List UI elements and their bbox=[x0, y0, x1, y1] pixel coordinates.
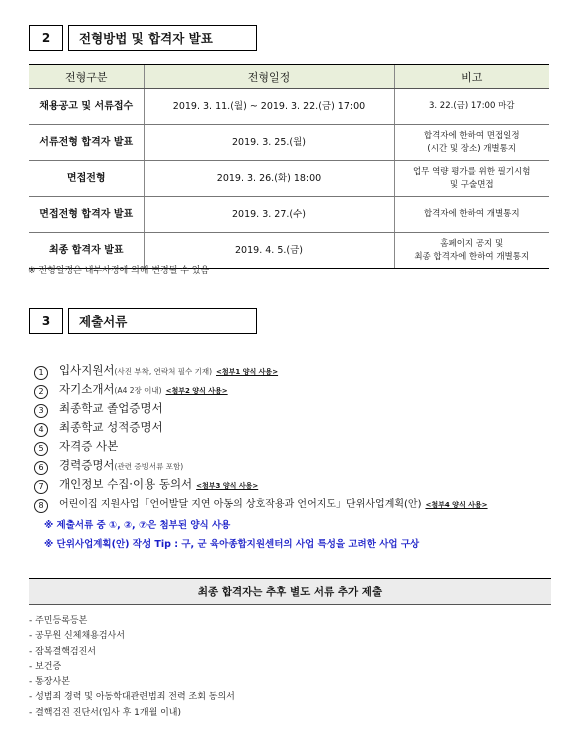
header-note: 비고 bbox=[394, 65, 549, 89]
date-cell: 2019. 3. 26.(화) 18:00 bbox=[144, 161, 394, 197]
doc-name: 개인정보 수집·이용 동의서 bbox=[59, 477, 193, 491]
section-title: 전형방법 및 합격자 발표 bbox=[68, 25, 257, 51]
date-cell: 2019. 4. 5.(금) bbox=[144, 233, 394, 269]
list-item: - 잠복결핵검진서 bbox=[29, 646, 96, 657]
section-2-header bbox=[29, 25, 257, 51]
note-cell bbox=[394, 233, 549, 269]
note-cell bbox=[394, 161, 549, 197]
doc-name: 입사지원서 bbox=[59, 363, 115, 377]
table-row bbox=[29, 89, 549, 125]
list-item bbox=[34, 457, 554, 476]
doc-name: 최종학교 졸업증명서 bbox=[59, 401, 163, 415]
date-cell: 2019. 3. 27.(수) bbox=[144, 197, 394, 233]
header-stage: 전형구분 bbox=[29, 65, 144, 89]
note-line: 합격자에 한하여 개별통지 bbox=[423, 209, 520, 219]
section-number: 2 bbox=[29, 25, 63, 51]
number-circle: 8 bbox=[34, 499, 48, 513]
section-title: 제출서류 bbox=[68, 308, 257, 334]
note-line: 홈페이지 공지 및 bbox=[440, 238, 504, 249]
list-item: - 결핵검진 진단서(입사 후 1개월 이내) bbox=[29, 707, 182, 718]
final-documents-title: 최종 합격자는 추후 별도 서류 추가 제출 bbox=[29, 578, 551, 605]
header-date: 전형일정 bbox=[144, 65, 394, 89]
number-circle: 1 bbox=[34, 366, 48, 380]
list-item bbox=[34, 381, 554, 400]
list-item: - 성범죄 경력 및 아동학대관련범죄 전력 조회 동의서 bbox=[29, 692, 235, 703]
planning-tip: ※ 단위사업계획(안) 작성 Tip : 구, 군 육아종합지원센터의 사업 특성을 고려한 사업 구상 bbox=[44, 538, 420, 550]
date-cell: 2019. 3. 11.(월) ~ 2019. 3. 22.(금) 17:00 bbox=[144, 89, 394, 125]
note-cell bbox=[394, 89, 549, 125]
number-circle: 3 bbox=[34, 404, 48, 418]
attachment-note: <첨부2 양식 사용> bbox=[165, 387, 228, 395]
doc-name: 어린이집 지원사업「언어발달 지연 아동의 상호작용과 언어지도」단위사업계획(안) bbox=[59, 499, 422, 510]
doc-name: 경력증명서 bbox=[59, 458, 115, 472]
note-line: 및 구술면접 bbox=[449, 179, 494, 190]
attachment-note: <첨부3 양식 사용> bbox=[196, 482, 259, 490]
list-item bbox=[34, 362, 554, 381]
number-circle: 2 bbox=[34, 385, 48, 399]
doc-name: 자격증 사본 bbox=[59, 439, 119, 453]
table-row bbox=[29, 197, 549, 233]
doc-detail: (관련 증빙서류 포함) bbox=[114, 462, 184, 471]
stage-cell: 서류전형 합격자 발표 bbox=[29, 125, 144, 161]
stage-cell: 최종 합격자 발표 bbox=[29, 233, 144, 269]
list-item bbox=[34, 476, 554, 495]
doc-detail: (A4 2장 이내) bbox=[114, 386, 162, 395]
note-line: 3. 22.(금) 17:00 마감 bbox=[429, 101, 515, 111]
stage-cell: 면접전형 bbox=[29, 161, 144, 197]
note-line: 업무 역량 평가를 위한 필기시험 bbox=[412, 166, 531, 177]
table-header-row bbox=[29, 65, 549, 89]
section-3-header bbox=[29, 308, 257, 334]
number-circle: 5 bbox=[34, 442, 48, 456]
note-cell bbox=[394, 197, 549, 233]
note-cell bbox=[394, 125, 549, 161]
final-documents-list bbox=[29, 613, 235, 720]
list-item bbox=[34, 495, 554, 514]
table-row bbox=[29, 161, 549, 197]
list-item: - 보건증 bbox=[29, 661, 62, 672]
section-number: 3 bbox=[29, 308, 63, 334]
note-line: (시간 및 장소) 개별통지 bbox=[427, 143, 517, 154]
schedule-table bbox=[29, 64, 549, 269]
attachment-note: <첨부4 양식 사용> bbox=[425, 501, 488, 509]
stage-cell: 면접전형 합격자 발표 bbox=[29, 197, 144, 233]
list-item: - 공무원 신체채용검사서 bbox=[29, 631, 125, 642]
list-item bbox=[34, 438, 554, 457]
note-line: 합격자에 한하여 면접일정 bbox=[423, 130, 520, 141]
number-circle: 7 bbox=[34, 480, 48, 494]
attachment-note: <첨부1 양식 사용> bbox=[216, 368, 279, 376]
list-item: - 주민등록등본 bbox=[29, 616, 88, 626]
table-row bbox=[29, 125, 549, 161]
schedule-note: ※ 전형일정은 내부사정에 의해 변경될 수 있음 bbox=[28, 266, 210, 276]
list-item bbox=[34, 400, 554, 419]
list-item: - 통장사본 bbox=[29, 677, 70, 688]
attachment-instruction: ※ 제출서류 중 ①, ②, ⑦은 첨부된 양식 사용 bbox=[44, 519, 231, 531]
doc-name: 자기소개서 bbox=[59, 382, 115, 396]
document-list bbox=[34, 362, 554, 552]
number-circle: 6 bbox=[34, 461, 48, 475]
stage-cell: 채용공고 및 서류접수 bbox=[29, 89, 144, 125]
doc-detail: (사진 부착, 연락처 필수 기재) bbox=[114, 367, 213, 376]
doc-name: 최종학교 성적증명서 bbox=[59, 420, 163, 434]
date-cell: 2019. 3. 25.(월) bbox=[144, 125, 394, 161]
number-circle: 4 bbox=[34, 423, 48, 437]
note-line: 최종 합격자에 한하여 개별통지 bbox=[414, 251, 530, 262]
list-item bbox=[34, 419, 554, 438]
